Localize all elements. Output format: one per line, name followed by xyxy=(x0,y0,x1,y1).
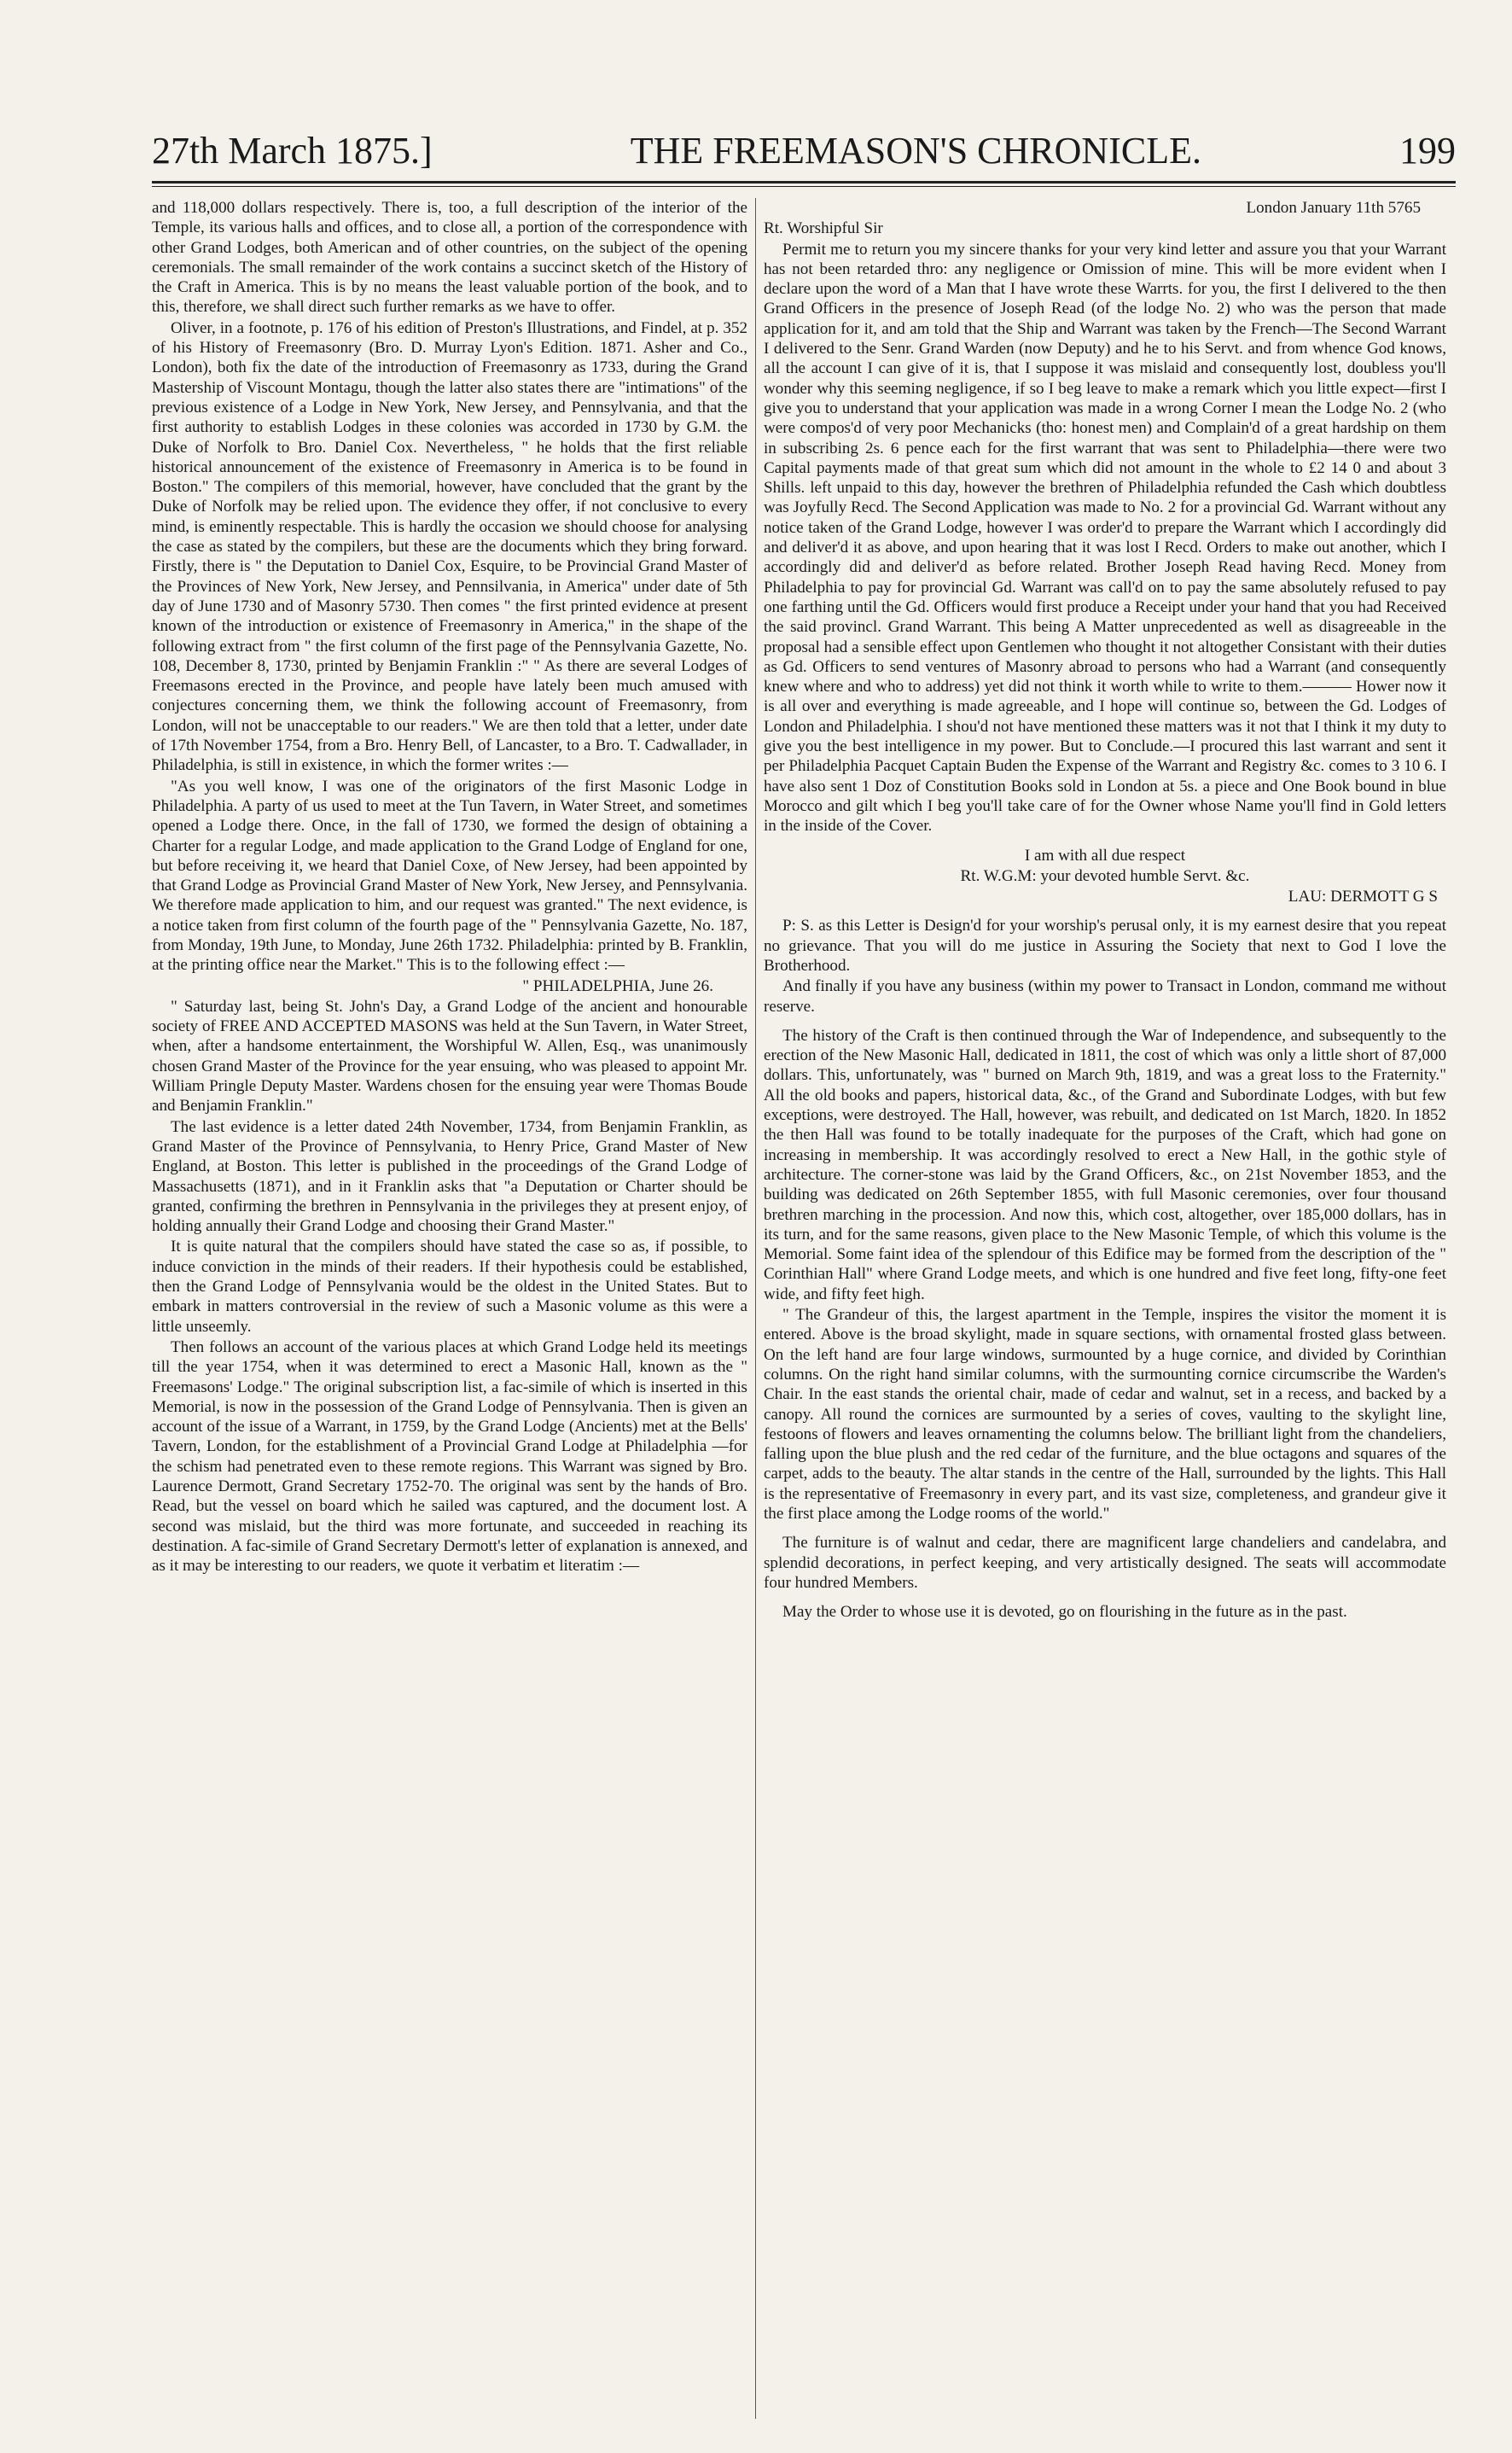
letter-signature: LAU: DERMOTT G S xyxy=(1288,888,1438,906)
page-header xyxy=(152,128,1456,172)
postscript: And finally if you have any business (within my power to Transact in London, command me without reserve. xyxy=(764,977,1446,1016)
letter-salutation: Rt. Worshipful Sir xyxy=(764,219,883,238)
letter-closing: I am with all due respect xyxy=(1024,846,1186,865)
header-date: 27th March 1875.] xyxy=(152,129,433,172)
paragraph: " Saturday last, being St. John's Day, a Grand Lodge of the ancient and honourable society of FREE AND ACCEPTED MASONS was held at the Sun Tavern, in Water Street, when, after a handsome entertainment, the Worshipful W. Allen, Esq., was unanimously chosen Grand Master of the Province for the year ensuing, who was pleased to appoint Mr. William Pringle Deputy Master. Wardens chosen for the ensuing year were Thomas Boude and Benjamin Franklin." xyxy=(152,997,747,1116)
postscript: P: S. as this Letter is Design'd for your worship's perusal only, it is my earnest desire that you repeat no grievance. That you will do me justice in Assuring the Society that next to God I love the Brotherhood. xyxy=(764,917,1446,975)
paragraph: Then follows an account of the various places at which Grand Lodge held its meetings till the year 1754, when it was determined to erect a Masonic Hall, known as the " Freemasons' Lodge." The original subscription list, a fac-simile of which is inserted in this Memorial, is now in the possession of the Grand Lodge of Pennsylvania. Then is given an account of the issue of a Warrant, in 1759, by the Grand Lodge (Ancients) met at the Bells' Tavern, London, for the establishment of a Provincial Grand Lodge at Philadelphia —for the schism had penetrated even to these remote regions. This Warrant was signed by Bro. Laurence Dermott, Grand Secretary 1752-70. The original was sent by the hands of Bro. Read, but the vessel on board which he sailed was captured, and the document lost. A second was mislaid, but the third was more fortunate, and succeeded in reaching its destination. A fac-simile of Grand Secretary Dermott's letter of explanation is annexed, and as it may be interesting to our readers, we quote it verbatim et literatim :— xyxy=(152,1337,747,1576)
right-column xyxy=(764,198,1446,2419)
quote-dateline: " PHILADELPHIA, June 26. xyxy=(522,976,713,995)
paragraph: The history of the Craft is then continued through the War of Independence, and subsequently to the erection of the New Masonic Hall, dedicated in 1811, the cost of which was only a little short of 87,000 dollars. This, unfortunately, was " burned on March 9th, 1819, and was a great loss to the Fraternity." All the old books and papers, historical data, &c., of the Grand and Subordinate Lodges, with but few exceptions, were destroyed. The Hall, however, was rebuilt, and dedicated on 1st March, 1820. In 1852 the then Hall was found to be totally inadequate for the purposes of the Craft, which had gone on increasing in membership. It was accordingly resolved to erect a New Hall, in the gothic style of architecture. The corner-stone was laid by the Grand Officers, &c., on 21st November 1853, and the building was dedicated on 26th September 1855, with full Masonic ceremonies, over four thousand brethren marching in the procession. And now this, which cost, altogether, over 185,000 dollars, has in its turn, and for the same reasons, given place to the New Masonic Temple, of which this volume is the Memorial. Some faint idea of the splendour of this Edifice may be formed from the description of the " Corinthian Hall" where Grand Lodge meets, and which is one hundred and five feet long, fifty-one feet wide, and fifty feet high. xyxy=(764,1026,1446,1303)
paragraph: The last evidence is a letter dated 24th November, 1734, from Benjamin Franklin, as Grand Master of the Province of Pennsylvania, to Henry Price, Grand Master of New England, at Boston. This letter is published in the proceedings of the Grand Lodge of Massachusetts (1871), and in it Franklin asks that "a Deputation or Charter should be granted, confirming the brethren in Pennsylvania in the privileges they at present enjoy, of holding annually their Grand Lodge and choosing their Grand Master." xyxy=(152,1117,747,1236)
left-column xyxy=(152,198,747,2419)
paragraph: May the Order to whose use it is devoted, go on flourishing in the future as in the past. xyxy=(782,1603,1347,1622)
header-rule-thin xyxy=(152,186,1456,187)
column-divider xyxy=(755,198,756,2419)
paragraph: The furniture is of walnut and cedar, there are magnificent large chandeliers and candelabra, and splendid decorations, in perfect keeping, and very artistically designed. The seats will accommodate four hundred Members. xyxy=(764,1534,1446,1592)
header-title: THE FREEMASON'S CHRONICLE. xyxy=(630,129,1201,172)
paragraph: "As you well know, I was one of the originators of the first Masonic Lodge in Philadelphia. A party of us used to meet at the Tun Tavern, in Water Street, and sometimes opened a Lodge there. Once, in the fall of 1730, we formed the design of obtaining a Charter for a regular Lodge, and made application to the Grand Lodge of England for one, but before receiving it, we heard that Daniel Coxe, of New Jersey, had been appointed by that Grand Lodge as Provincial Grand Master of New York, New Jersey, and Pennsylvania. We therefore made application to him, and our request was granted." The next evidence, is a notice taken from first column of the fourth page of the " Pennsylvania Gazette, No. 187, from Monday, 19th June, to Monday, June 26th 1732. Philadelphia: printed by B. Franklin, at the printing office near the Market." This is to the following effect :— xyxy=(152,777,747,975)
paragraph: " The Grandeur of this, the largest apartment in the Temple, inspires the visitor the moment it is entered. Above is the broad skylight, made in square sections, with ornamental frosted glass between. On the left hand are four large windows, surmounted by a huge cornice, and divided by Corinthian columns. On the right hand similar columns, with the surmounting cornice circumscribe the Warden's Chair. In the east stands the oriental chair, made of cedar and walnut, set in a recess, and backed by a canopy. All round the cornices are surmounted by a series of coves, vaulting to the skylight line, festoons of flowers and leaves ornamenting the columns below. The brilliant light from the chandeliers, falling upon the blue plush and the red cedar of the furniture, and the blue octagons and squares of the carpet, adds to the beauty. The altar stands in the centre of the Hall, surrounded by the lights. This Hall is the representative of Freemasonry in every part, and its vast size, completeness, and grandeur give it the first place among the Lodge rooms of the world." xyxy=(764,1306,1446,1523)
letter-paragraph: Permit me to return you my sincere thanks for your very kind letter and assure you that your Warrant has not been retarded thro: any negligence or Omission of mine. This will be more evident when I declare upon the word of a Man that I have wrote these Warrts. for you, the first I delivered to the then Grand Officers in the presence of Joseph Read (of the lodge No. 2) who was the person that made application for it, and am told that the Ship and Warrant was taken by the French—The Second Warrant I delivered to the Senr. Grand Warden (now Deputy) and he to his Servt. and from whence God knows, all the account I can give of it is, that I suppose it was mislaid and consequently lost, doubless you'll wonder why this seeming negligence, if so I beg leave to make a remark which you little expect—first I give you to understand that your application was made in a wrong Corner I mean the Lodge No. 2 (who were compos'd of very poor Mechanicks (tho: honest men) and Complain'd of a great hardship on them in subscribing 2s. 6 pence each for the first warrant that was sent to Philadelphia—there were two Capital payments made of that great sum which did not amount in the whole to £2 14 0 and about 3 Shills. left unpaid to this day, however the brethren of Philadelphia refunded the Cash which doubtless was Joyfully Recd. The Second Application was made to No. 2 for a provincial Gd. Warrant without any notice taken of the Grand Lodge, however I was order'd to prepare the Warrant which I accordingly did and deliver'd it as above, and upon hearing that it was lost I Recd. Orders to make out another, which I accordingly did and deliver'd as before related. Brother Joseph Read having Recd. Money from Philadelphia to pay for provincial Gd. Warrant was call'd on to pay the same absolutely refused to pay one farthing until the Gd. Officers would first produce a Receipt under your hand that you had Received the said provincl. Grand Warrant. This being A Matter unprecedented as well as disagreeable in the proposal had a sensible effect upon Gentlemen who thought it not altogether Consistant with their duties as Gd. Officers to send ventures of Masonry abroad to persons who had a Warrant (and consequently knew where and who to address) yet did not think it worth while to write to them.——— Hower now it is all over and everything is made agreeable, and I hope will continue so, between the Gd. Lodges of London and Philadelphia. I shou'd not have mentioned these matters was it not that I think it my duty to give you the best intelligence in my power. But to Conclude.—I procured this last warrant and sent it per Philadelphia Pacquet Captain Buden the Expense of the Warrant and Registry &c. comes to 3 10 6. I have also sent 1 Doz of Constitution Books sold in London at 5s. a piece and One Book bound in blue Morocco and gilt which I beg you'll take care of for the Owner whose Name you'll find in Gold letters in the inside of the Cover. xyxy=(764,240,1446,836)
letter-dateline: London January 11th 5765 xyxy=(1246,199,1421,217)
paragraph: It is quite natural that the compilers should have stated the case so as, if possible, to induce conviction in the minds of their readers. If their hypothesis could be established, then the Grand Lodge of Pennsylvania would be the oldest in the United States. But to embark in matters controversial in the review of such a Masonic volume as this were a little unseemly. xyxy=(152,1238,747,1336)
page-number: 199 xyxy=(1399,129,1456,172)
paragraph: Oliver, in a footnote, p. 176 of his edition of Preston's Illustrations, and Findel, at p. 352 of his History of Freemasonry (Bro. D. Murray Lyon's Edition. 1871. Asher and Co., London), both fix the date of the introduction of Freemasonry as 1733, during the Grand Mastership of Viscount Montagu, though the latter also states there are "intimations" of the previous existence of a Lodge in New York, New Jersey, and Pennsylvania, and that the first authority to establish Lodges in these colonies was accorded in 1730 by G.M. the Duke of Norfolk to Bro. Daniel Cox. Nevertheless, " he holds that the first reliable historical announcement of the existence of Freemasonry in America is to be found in Boston." The compilers of this memorial, however, have concluded that the grant by the Duke of Norfolk may be relied upon. The evidence they offer, if not conclusive to every mind, is eminently respectable. This is hardly the occasion we should choose for analysing the case as stated by the compilers, but these are the documents which they bring forward. Firstly, there is " the Deputation to Daniel Cox, Esquire, to be Provincial Grand Master of the Provinces of New York, New Jersey, and Pennsilvania, in America" under date of 5th day of June 1730 and of Masonry 5730. Then comes " the first printed evidence at present known of the introduction or existence of Freemasonry in America," in the shape of the following extract from " the first column of the first page of the Pennsylvania Gazette, No. 108, December 8, 1730, printed by Benjamin Franklin :" " As there are several Lodges of Freemasons erected in the Province, and people have lately been much amused with conjectures concerning them, we think the following account of Freemasonry, from London, will not be unacceptable to our readers." We are then told that a letter, under date of 17th November 1754, from a Bro. Henry Bell, of Lancaster, to a Bro. T. Cadwallader, in Philadelphia, is still in existence, in which the former writes :— xyxy=(152,318,747,775)
header-rule xyxy=(152,181,1456,184)
paragraph: and 118,000 dollars respectively. There is, too, a full description of the interior of the Temple, its various halls and offices, and to close all, a portion of the correspondence with other Grand Lodges, both American and of other countries, on the subject of the opening ceremonials. The small remainder of the work contains a succinct sketch of the History of the Craft in America. This is by no means the least valuable portion of the book, and to this, therefore, we shall direct such further remarks as we have to offer. xyxy=(152,199,747,317)
letter-closing-2: Rt. W.G.M: your devoted humble Servt. &c. xyxy=(960,866,1250,885)
